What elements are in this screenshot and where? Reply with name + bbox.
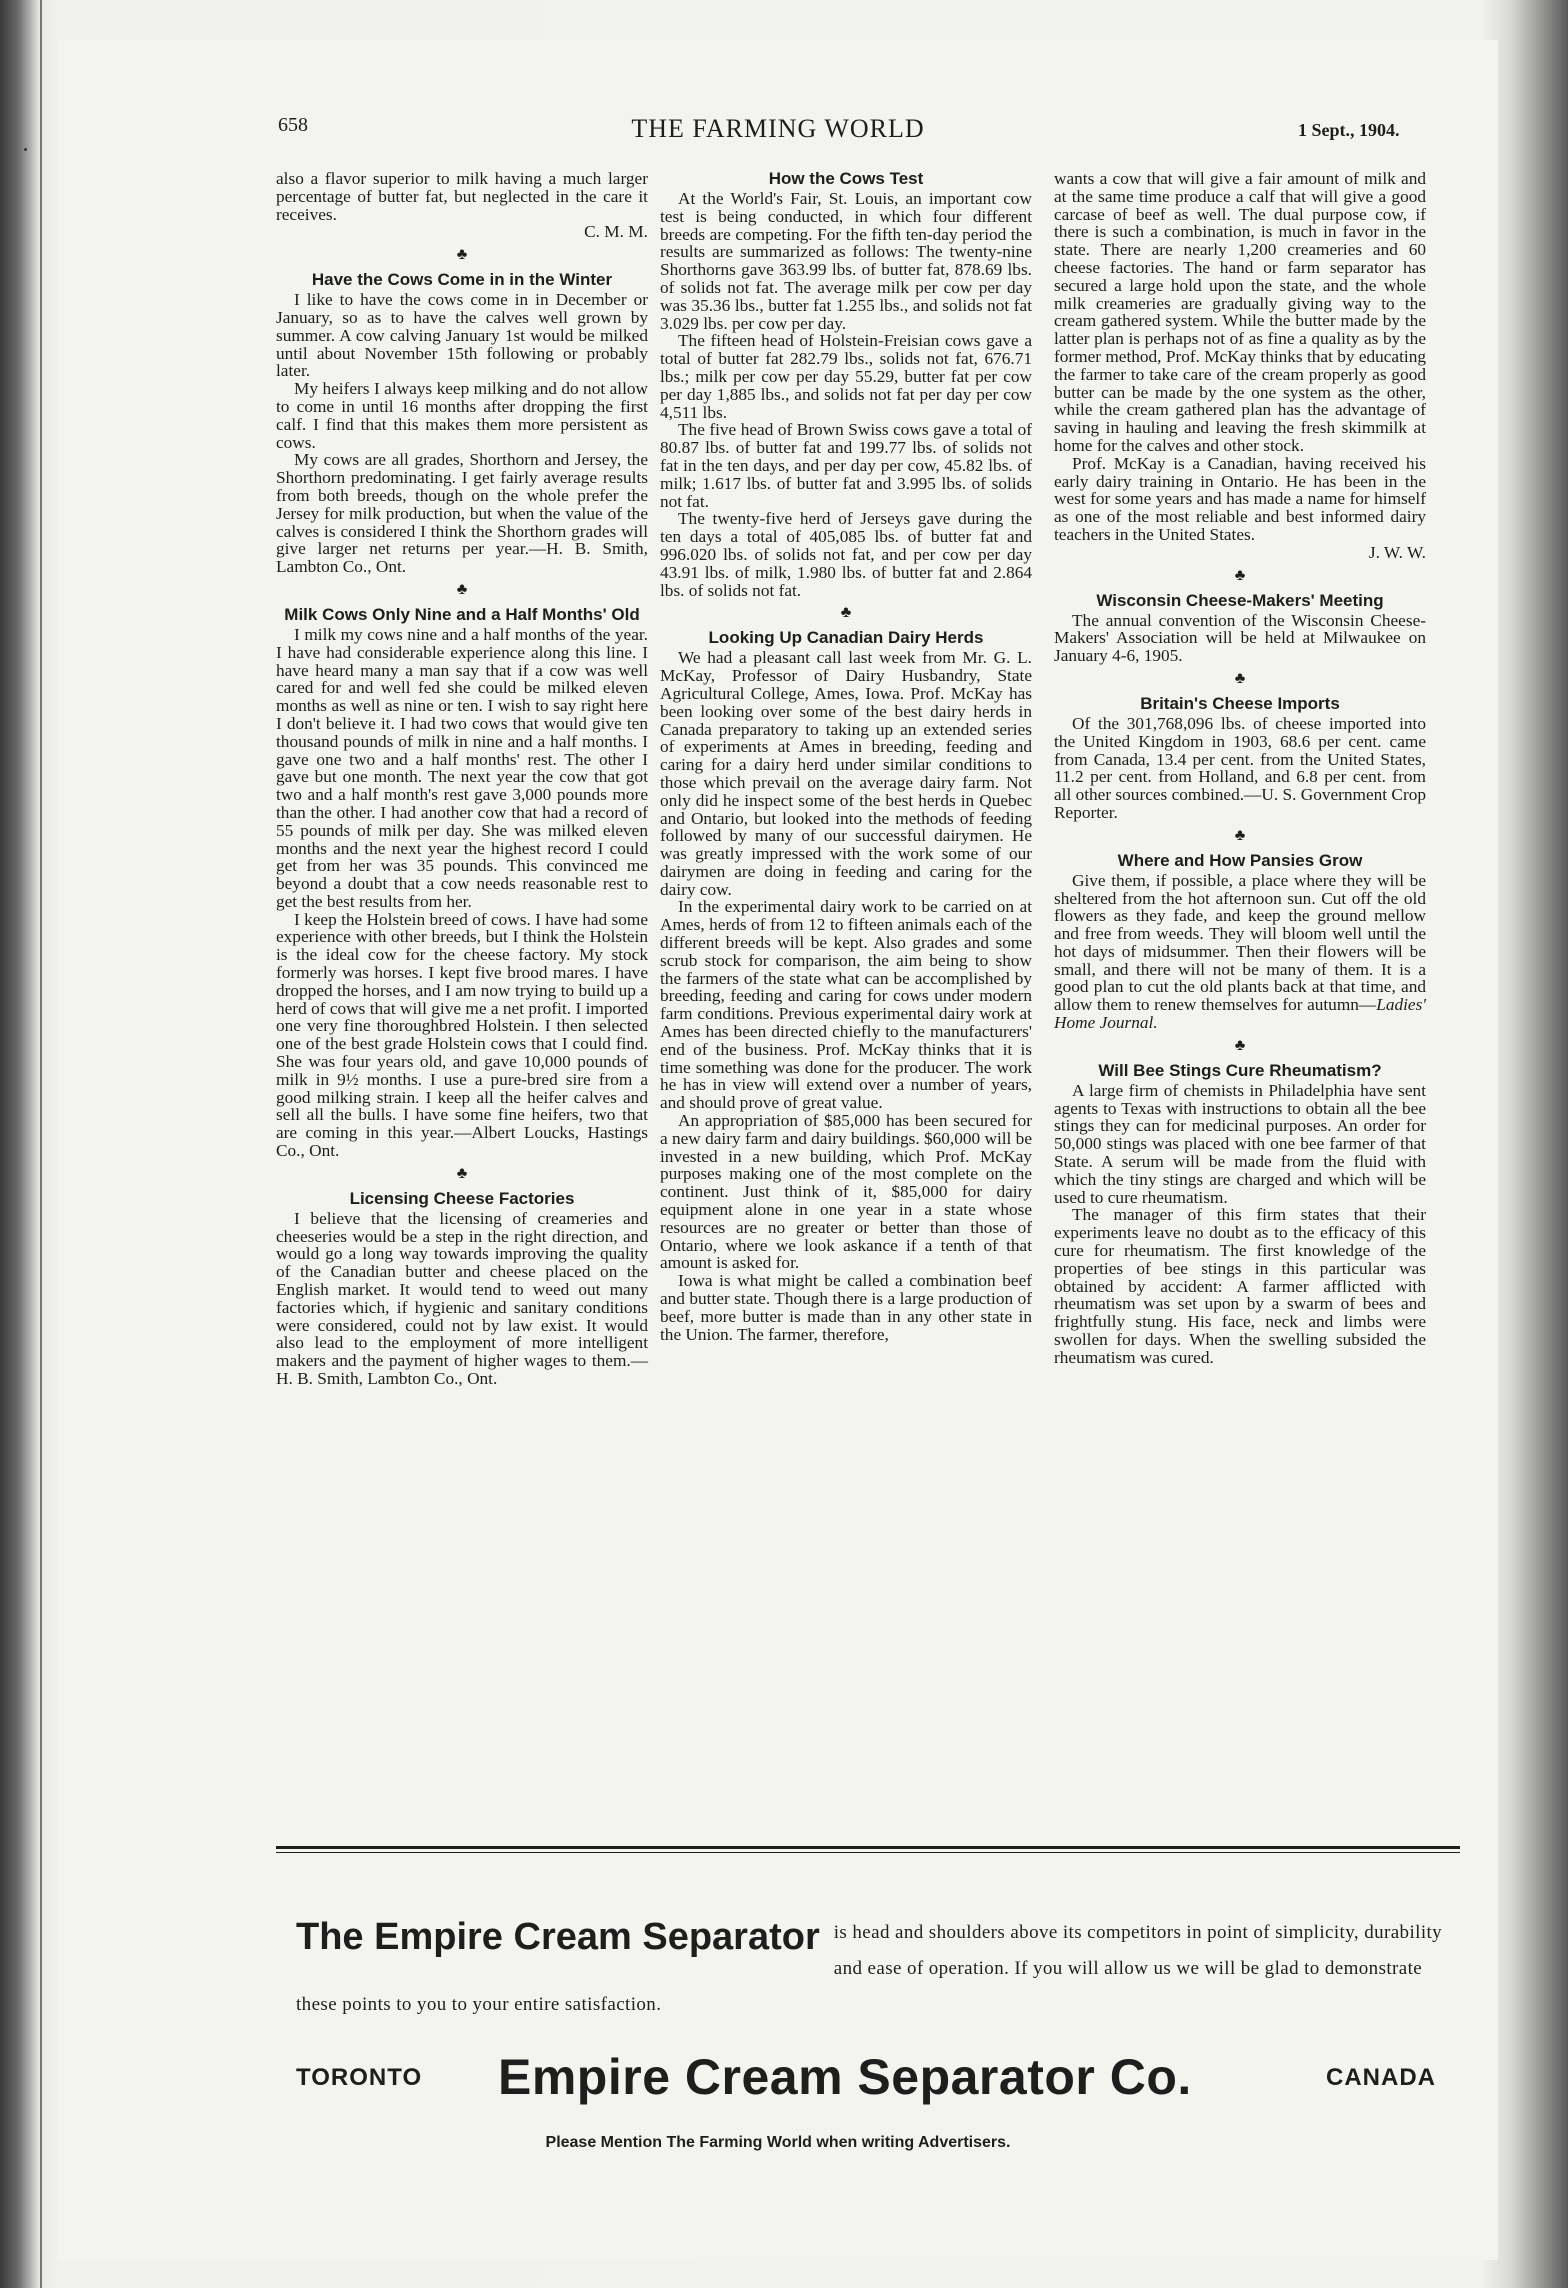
- article-title: Have the Cows Come in in the Winter: [311, 270, 613, 290]
- column-1: [276, 170, 648, 1388]
- company-name: Empire Cream Separator Co.: [498, 2049, 1192, 2105]
- advertisement-title: The Empire Cream Separator: [296, 1916, 820, 1958]
- article-paragraph: My heifers I always keep milking and do not allow to come in until 16 months after dropping the first calf. I find that this makes them more persistent as cows.: [276, 379, 648, 452]
- article-paragraph: The fifteen head of Holstein-Freisian cows gave a total of butter fat 282.79 lbs., solids not fat, 676.71 lbs.; milk per cow per day 55.29, butter fat per cow per day 1,885 lbs., and solids not fat per day per cow 4,511 lbs.: [660, 331, 1032, 422]
- ornament-icon: ♣: [1234, 566, 1246, 584]
- article-title: Where and How Pansies Grow: [1117, 850, 1363, 870]
- article-source: Ladies' Home Journal.: [1054, 995, 1426, 1033]
- article-text: Give them, if possible, a place where they will be sheltered from the hot afternoon sun. Cut off the old flowers as they fade, and keep the ground mellow and free from weeds. They will bloom well until the hot days of midsummer. Then their flowers will be small, and there will not be many of them. It is a good plan to cut the old plants back at that time, and allow them to renew themselves for autumn—: [1054, 870, 1426, 1015]
- issue-date: 1 Sept., 1904.: [1298, 120, 1400, 140]
- article-paragraph: Prof. McKay is a Canadian, having received his early dairy training in Ontario. He has been in the west for some years and has made a name for himself as one of the most reliable and best informed dairy teachers in the United States.: [1054, 453, 1426, 544]
- ornament-icon: ♣: [456, 580, 468, 598]
- article-paragraph: I milk my cows nine and a half months of the year. I have had considerable experience along this line. I have heard many a man say that if a cow was well cared for and well fed she could be milked eleven months as well as nine or ten. I wish to say right here I don't believe it. I had two cows that would give ten thousand pounds of milk in nine and a half months. I gave one two and a half months' rest. The other I gave but one month. The next year the cow that got two and a half month's rest gave 3,000 pounds more than the other. I had another cow that had a record of 55 pounds of milk per day. She was milked eleven months and the next year the highest record I could get from her was 35 pounds. This convinced me beyond a doubt that a cow needs reasonable rest to get the best results from her.: [276, 624, 648, 911]
- article-paragraph: I believe that the licensing of creameries and cheeseries would be a step in the right direction, and would go a long way towards improving the quality of the Canadian butter and cheese placed on the English market. It would tend to weed out many factories which, if hygienic and sanitary conditions were considered, could not by law exist. It would also lead to the employment of more intelligent makers and the payment of higher wages to them.—H. B. Smith, Lambton Co., Ont.: [276, 1208, 648, 1389]
- ornament-icon: ♣: [840, 604, 852, 622]
- ornament-icon: ♣: [1234, 669, 1246, 687]
- publication-title: THE FARMING WORLD: [631, 114, 925, 143]
- scan-speck: [24, 148, 27, 151]
- article-paragraph: The five head of Brown Swiss cows gave a total of 80.87 lbs. of butter fat and 199.77 lbs. of solids not fat in the ten days, and per day per cow, 45.82 lbs. of milk; 1.617 lbs. of butter fat and 3.995 lbs. of solids not fat.: [660, 420, 1032, 511]
- advertisement-text: is head and shoulders above its competitors in point of simplicity, durability and ease of operation. If you will allow us we will be glad to demonstrate these points to you to your entire satisfaction.: [296, 1922, 1443, 2015]
- article-paragraph: also a flavor superior to milk having a much larger percentage of butter fat, but neglected in the care it receives.: [276, 169, 648, 224]
- page-header: [58, 40, 1498, 150]
- advertisement-company-line: [296, 2048, 1456, 2108]
- ornament-icon: ♣: [456, 1164, 468, 1182]
- column-2: [660, 170, 1032, 1343]
- ornament-icon: ♣: [456, 246, 468, 264]
- article-paragraph: We had a pleasant call last week from Mr. G. L. McKay, Professor of Dairy Husbandry, State Agricultural College, Ames, Iowa. Prof. McKay has been looking over some of the best dairy herds in Canada preparatory to taking up an extended series of experiments at Ames in breeding, feeding and caring for a dairy herd under similar conditions to those which prevail on the average dairy farm. Not only did he inspect some of the best herds in Quebec and Ontario, but looked into the methods of feeding followed by many of our successful dairymen. He was greatly impressed with the work some of our dairymen are doing in feeding and caring for the dairy cow.: [660, 648, 1032, 899]
- article-signature: C. M. M.: [584, 222, 648, 242]
- article-paragraph: The manager of this firm states that their experiments leave no doubt as to the efficacy of this cure for rheumatism. The first knowledge of the properties of bee stings in this particular was obtained by accident: A farmer afflicted with rheumatism was set upon by a swarm of bees and frightfully stung. His face, neck and limbs were swollen for days. When the swelling subsided the rheumatism was cured.: [1054, 1205, 1426, 1367]
- article-title: Wisconsin Cheese-Makers' Meeting: [1096, 590, 1384, 610]
- article-title: Britain's Cheese Imports: [1140, 693, 1340, 713]
- footer-notice: Please Mention The Farming World when writing Advertisers.: [545, 2134, 1011, 2151]
- article-title: How the Cows Test: [768, 169, 924, 188]
- binding-edge-line: [40, 0, 42, 2288]
- article-title: Milk Cows Only Nine and a Half Months' Old: [284, 604, 640, 624]
- article-paragraph: wants a cow that will give a fair amount of milk and at the same time produce a calf that will give a good carcase of beef as well. The dual purpose cow, if there is such a combination, is much in favor in the state. There are nearly 1,200 creameries and 60 cheese factories. The hand or farm separator has secured a large hold upon the state, and the whole milk creameries are gradually giving way to the cream gathered system. While the butter made by the latter plan is perhaps not of as fine a quality as by the former method, Prof. McKay thinks that by educating the farmer to take care of the cream properly as good butter can be made by the one system as the other, while the cream gathered plan has the advantage of saving in hauling and leaving the fresh skimmilk at home for the calves and other stock.: [1054, 169, 1426, 455]
- divider-rule: [276, 1852, 1460, 1853]
- article-paragraph: Iowa is what might be called a combination beef and butter state. Though there is a large production of beef, more butter is made than in any other state in the Union. The farmer, therefore,: [660, 1271, 1032, 1344]
- magazine-page: [58, 40, 1498, 2260]
- ornament-icon: ♣: [1234, 826, 1246, 844]
- article-title: Licensing Cheese Factories: [349, 1188, 575, 1208]
- article-paragraph: My cows are all grades, Shorthorn and Jersey, the Shorthorn predominating. I get fairly average results from both breeds, though on the whole prefer the Jersey for milk production, but when the value of the calves is considered I think the Shorthorn grades will give larger net returns per year.—H. B. Smith, Lambton Co., Ont.: [276, 450, 648, 577]
- article-paragraph: [1054, 872, 1426, 1032]
- article-title: Will Bee Stings Cure Rheumatism?: [1098, 1060, 1382, 1080]
- article-paragraph: The twenty-five herd of Jerseys gave during the ten days a total of 405,085 lbs. of butter fat and 996.020 lbs. of solids not fat, and per cow per day 43.91 lbs. of milk, 1.980 lbs. of butter fat and 2.864 lbs. of solids not fat.: [660, 509, 1032, 600]
- city-right: CANADA: [1326, 2064, 1436, 2091]
- article-title: Looking Up Canadian Dairy Herds: [708, 628, 984, 648]
- article-paragraph: In the experimental dairy work to be carried on at Ames, herds of from 12 to fifteen animals each of the different breeds will be kept. Also grades and some scrub stock for comparison, the aim being to show the farmers of the state what can be accomplished by breeding, feeding and caring for cows under modern farm conditions. Previous experimental dairy work at Ames has been directed chiefly to the manufacturers' end of the business. Prof. McKay thinks that it is time something was done for the producer. The work he has in view will extend over a number of years, and should prove of great value.: [660, 897, 1032, 1113]
- article-paragraph: The annual convention of the Wisconsin Cheese-Makers' Association will be held at Milwaukee on January 4-6, 1905.: [1054, 610, 1426, 666]
- page-number: 658: [278, 114, 308, 136]
- divider-rule: [276, 1846, 1460, 1849]
- article-paragraph: An appropriation of $85,000 has been secured for a new dairy farm and dairy buildings. $60,000 will be invested in a new building, which Prof. McKay purposes making one of the most complete on the continent. Just think of it, $85,000 for dairy equipment alone in one year in a state whose resources are no greater or better than those of Ontario, where we look askance if a tenth of that amount is asked for.: [660, 1111, 1032, 1273]
- column-3: [1054, 170, 1426, 1367]
- article-signature: J. W. W.: [1368, 542, 1426, 562]
- article-paragraph: I like to have the cows come in in December or January, so as to have the calves well grown by summer. A cow calving January 1st would be milked until about November 15th following or probably later.: [276, 290, 648, 381]
- advertisement-block: [296, 1915, 1456, 2023]
- article-paragraph: I keep the Holstein breed of cows. I have had some experience with other breeds, but I think the Holstein is the ideal cow for the cheese factory. My stock formerly was horses. I kept five brood mares. I have dropped the horses, and I am now trying to build up a herd of cows that will give me a net profit. I imported one very fine thoroughbred Holstein. I then selected one of the best grade Holstein cows that I could find. She was four years old, and gave 10,000 pounds of milk in 9½ months. I use a pure-bred sire from a good milking strain. I keep all the heifer calves and sell all the bulls. I have some fine heifers, two that are coming in this year.—Albert Loucks, Hastings Co., Ont.: [276, 909, 648, 1161]
- city-left: TORONTO: [296, 2064, 423, 2091]
- article-paragraph: At the World's Fair, St. Louis, an important cow test is being conducted, in which four different breeds are competing. For the fifth ten-day period the results are summarized as follows: The twenty-nine Shorthorns gave 363.99 lbs. of butter fat, 878.69 lbs. of solids not fat. The average milk per cow per day was 35.36 lbs., butter fat 1.255 lbs., and solids not fat 3.029 lbs. per cow per day.: [660, 189, 1032, 333]
- article-paragraph: Of the 301,768,096 lbs. of cheese imported into the United Kingdom in 1903, 68.6 per cent. came from Canada, 13.4 per cent. from the United States, 11.2 per cent. from Holland, and 6.8 per cent. from all other sources combined.—U. S. Government Crop Reporter.: [1054, 713, 1426, 822]
- article-paragraph: A large firm of chemists in Philadelphia have sent agents to Texas with instructions to obtain all the bee stings they can for medicinal purposes. An order for 50,000 stings was placed with one bee farmer of that State. A serum will be made from the fluid with which the tiny stings are charged and which will be used to cure rheumatism.: [1054, 1080, 1426, 1207]
- ornament-icon: ♣: [1234, 1036, 1246, 1054]
